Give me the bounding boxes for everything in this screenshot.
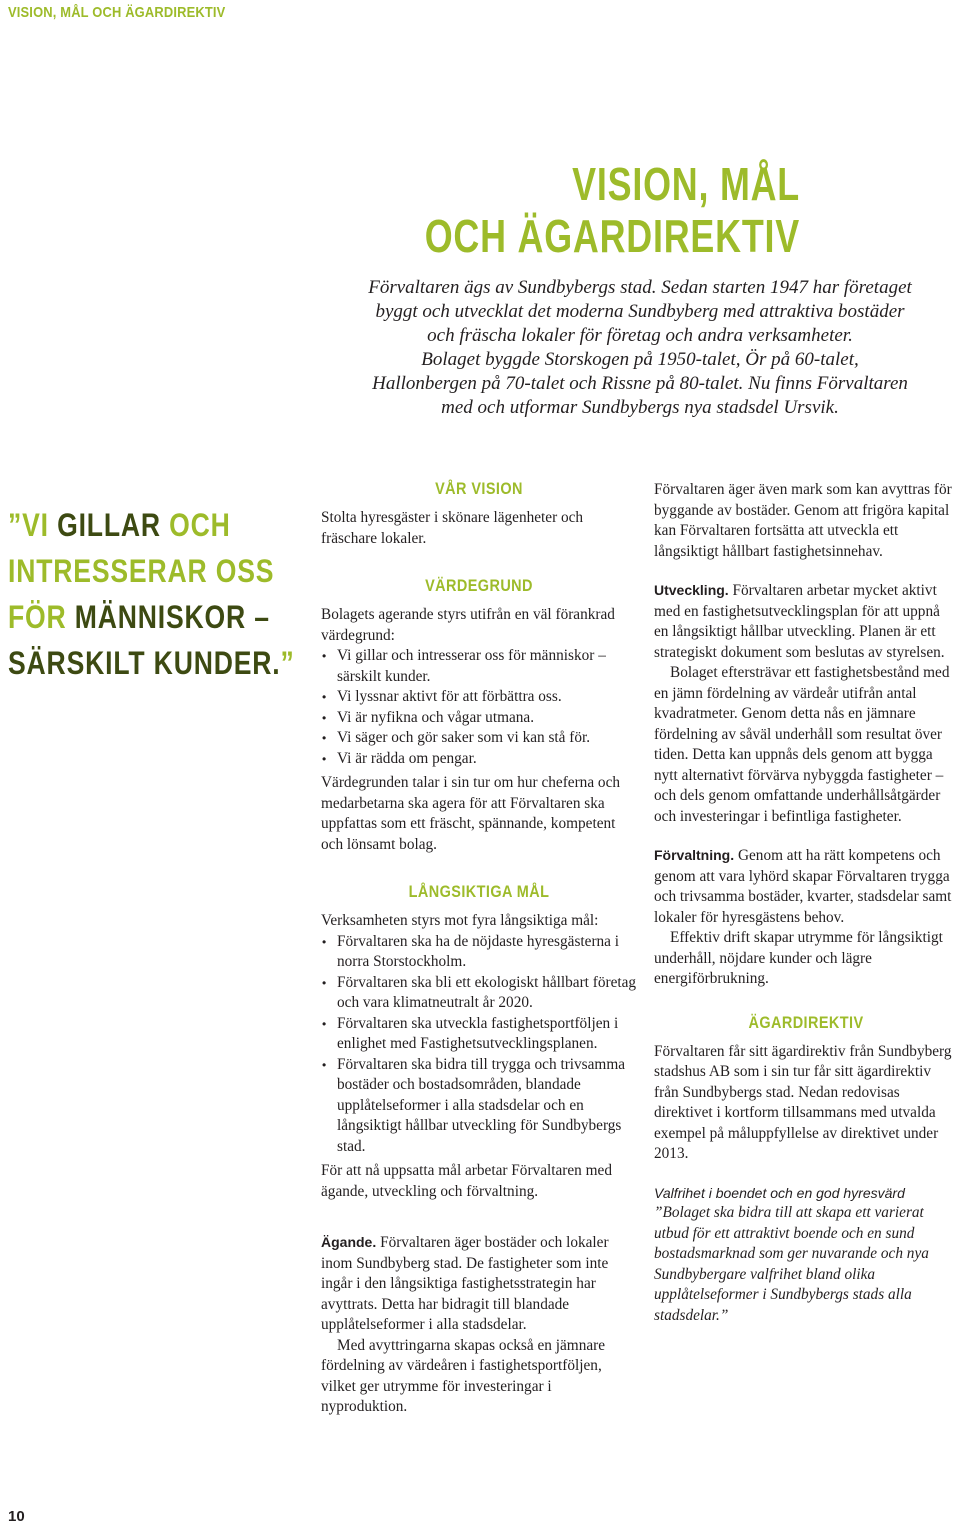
page-title-line-2: OCH ÄGARDIREKTIV	[424, 210, 800, 262]
quote-text: VI	[22, 507, 58, 543]
list-item: • Förvaltaren ska ha de nöjdaste hyresgästerna i norra Storstockholm.	[321, 932, 637, 973]
values-intro: Bolagets agerande styrs utifrån en väl förankrad värdegrund:	[321, 606, 615, 644]
list-item: • Vi gillar och intresserar oss för människor – särskilt kunder.	[321, 646, 637, 687]
goals-list	[321, 932, 637, 1158]
list-item: • Vi är nyfikna och vågar utmana.	[321, 708, 637, 729]
goals-intro: Verksamheten styrs mot fyra långsiktiga mål:	[321, 912, 599, 929]
ownership-text: Förvaltaren äger bostäder och lokaler inom Sundbyberg stad. De fastigheter som inte ingår i den långsiktiga fastighetsstrategin har avyttrats. Detta har bidragit till blandade upplåtelseformer i alla stadsdelar.	[321, 1234, 609, 1333]
example-heading: Valfrihet i boendet och en god hyresvärd	[654, 1184, 905, 1201]
management-text-2: Effektiv drift skapar utrymme för långsiktigt underhåll, nöjdare kunder och lägre energiförbrukning.	[654, 929, 943, 987]
quote-text: FÖR	[8, 599, 75, 635]
intro-line: Bolaget byggde Storskogen på 1950-talet, Ör på 60-talet,	[421, 349, 859, 370]
middle-column	[321, 478, 637, 1418]
vision-text: Stolta hyresgäster i skönare lägenheter och fräschare lokaler.	[321, 509, 584, 547]
development-lead: Utveckling.	[654, 582, 729, 598]
quote-text-emphasis: GILLAR	[57, 507, 161, 543]
quote-text-emphasis: SÄRSKILT KUNDER.	[8, 645, 281, 681]
management-lead: Förvaltning.	[654, 847, 735, 863]
intro-line: och fräscha lokaler för företag och andra verksamheter.	[427, 325, 853, 346]
intro-paragraph	[330, 276, 950, 420]
list-item: • Förvaltaren ska bidra till trygga och trivsamma bostäder och bostadsområden, blandade upplåtelseformer i alla stadsdelar och en långsiktigt hållbar utveckling för Sundbybergs stad.	[321, 1055, 637, 1158]
quote-open-mark: ”	[8, 507, 23, 543]
page-number: 10	[8, 1508, 25, 1525]
intro-line: med och utformar Sundbybergs nya stadsdel Ursvik.	[441, 397, 839, 418]
directive-text: Förvaltaren får sitt ägardirektiv från Sundbyberg stadshus AB som i sin tur får sitt ägardirektiv från Sundbybergs stad. Nedan redovisas direktivet i kortform tillsammans med utvalda exempel på måluppfyllelse av direktivet under 2013.	[654, 1042, 952, 1162]
quote-text-emphasis: MÄNNISKOR –	[74, 599, 270, 635]
running-header: VISION, MÅL OCH ÄGARDIREKTIV	[8, 4, 226, 21]
quote-close-mark: ”	[280, 645, 295, 681]
example-quote: ”Bolaget ska bidra till att skapa ett varierat utbud för ett attraktivt boende och en sund bostadsmarknad som ger nuvarande och nya Sundbybergare valfrihet bland olika upplåtelseformer i Sundbybergs stads alla stadsdelar.”	[654, 1204, 929, 1324]
values-list	[321, 646, 637, 769]
development-text: Förvaltaren arbetar mycket aktivt med en fastighetsutvecklingsplan för att uppnå en långsiktigt hållbar utveckling. Planen är ett strategiskt dokument som beslutas av styrelsen.	[654, 582, 945, 661]
list-item: • Vi är rädda om pengar.	[321, 749, 637, 770]
ownership-text-2: Med avyttringarna skapas också en jämnare fördelning av värdeåren i fastighetsportföljen, vilket ger utrymme för investeringar i nyproduktion.	[321, 1336, 606, 1415]
goals-heading: LÅNGSIKTIGA MÅL	[408, 882, 550, 901]
values-outro: Värdegrunden talar i sin tur om hur cheferna och medarbetarna ska agera för att Förvaltaren ska uppfattas som ett fräscht, spännande, kompetent och lönsamt bolag.	[321, 774, 621, 853]
quote-text: INTRESSERAR OSS	[8, 553, 275, 589]
pull-quote	[8, 502, 295, 686]
management-text: Genom att ha rätt kompetens och genom att vara lyhörd skapar Förvaltaren trygga och trivsamma bostäder, kvarter, stadsdelar samt lokaler för hyresgästens behov.	[654, 847, 952, 926]
page-title-line-1: VISION, MÅL	[572, 158, 800, 210]
intro-line: Hallonbergen på 70-talet och Rissne på 80-talet. Nu finns Förvaltaren	[372, 373, 908, 394]
land-paragraph: Förvaltaren äger även mark som kan avyttras för byggande av bostäder. Genom att frigöra kapital kan Förvaltaren fortsätta att utveckla ett långsiktigt hållbart fastighetsinnehav.	[654, 481, 952, 560]
list-item: • Vi lyssnar aktivt för att förbättra oss.	[321, 687, 637, 708]
list-item: • Vi säger och gör saker som vi kan stå för.	[321, 728, 637, 749]
list-item: • Förvaltaren ska utveckla fastighetsportföljen i enlighet med Fastighetsutvecklingsplanen.	[321, 1014, 637, 1055]
quote-text: OCH	[160, 507, 231, 543]
intro-line: Förvaltaren ägs av Sundbybergs stad. Sedan starten 1947 har företaget	[368, 277, 912, 298]
page-title	[410, 158, 800, 262]
goals-outro: För att nå uppsatta mål arbetar Förvaltaren med ägande, utveckling och förvaltning.	[321, 1162, 612, 1200]
values-heading: VÄRDEGRUND	[425, 576, 533, 595]
directive-heading: ÄGARDIREKTIV	[748, 1012, 864, 1032]
ownership-lead: Ägande.	[321, 1234, 377, 1250]
vision-heading: VÅR VISION	[435, 479, 523, 498]
right-column	[654, 480, 958, 1326]
intro-line: byggt och utvecklat det moderna Sundbyberg med attraktiva bostäder	[375, 301, 905, 322]
development-text-2: Bolaget eftersträvar ett fastighetsbestånd med en jämn fördelning av värdeår utifrån antal kvadratmeter. Genom detta nås en jämnare fördelning av såväl underhåll som resultat över tiden. Detta kan uppnås dels genom att bygga nytt alternativt förvärva nybyggda fastigheter – och dels genom omfattande underhållsåtgärder och investeringar i befintliga fastigheter.	[654, 664, 950, 825]
list-item: • Förvaltaren ska bli ett ekologiskt hållbart företag och vara klimatneutralt år 2020.	[321, 973, 637, 1014]
